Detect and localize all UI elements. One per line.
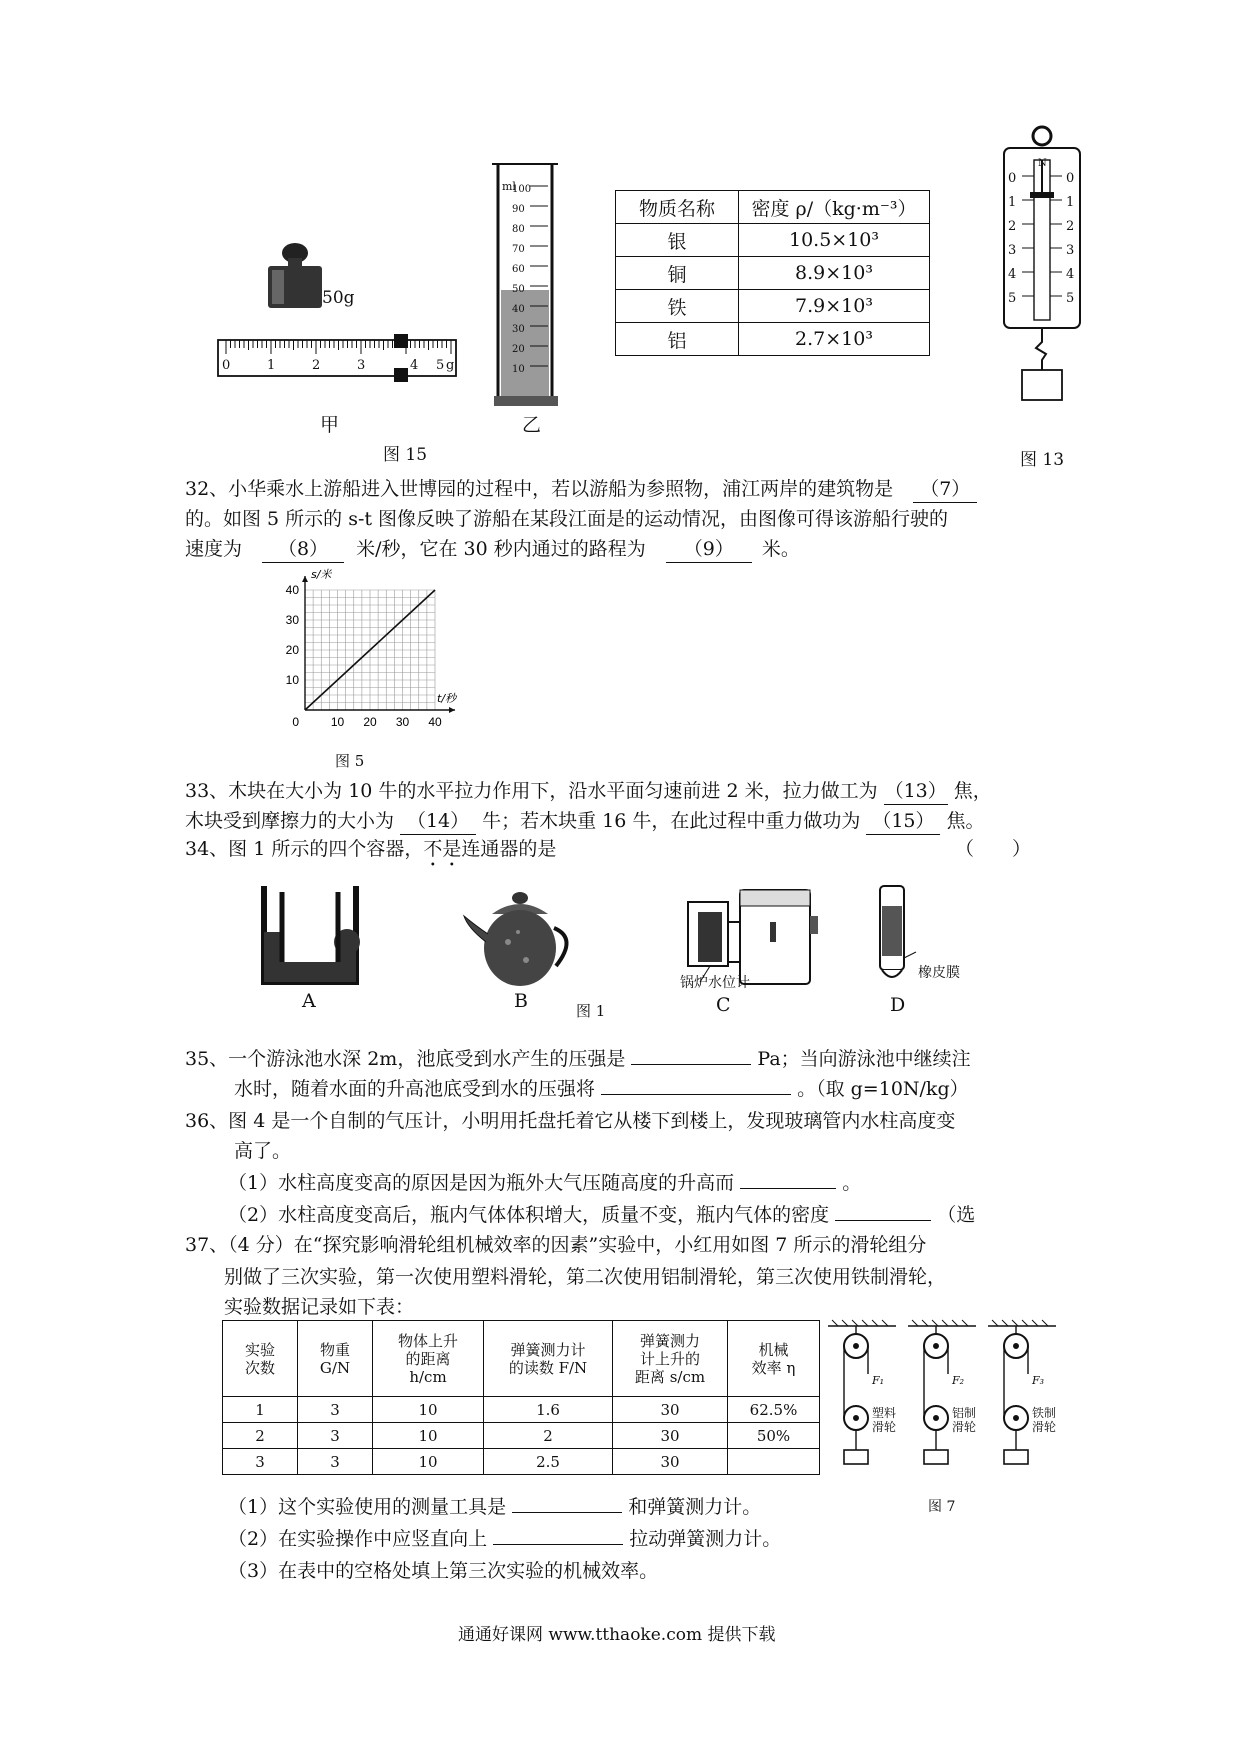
q32-text: 速度为	[185, 538, 243, 560]
membrane-note: 橡皮膜	[918, 965, 960, 981]
y-tick-label: 20	[285, 643, 299, 657]
ruler-tick-0: 0	[222, 358, 231, 373]
table-cell: 10	[373, 1423, 484, 1449]
q33-line2	[185, 808, 984, 835]
q37-text: （2）在实验操作中应竖直向上	[228, 1528, 488, 1550]
cylinder-tick: 20	[512, 344, 525, 355]
density-value: 8.9×10³	[739, 257, 930, 290]
spring-ticks-left	[1008, 167, 1016, 311]
y-axis-arrow	[302, 576, 308, 582]
fig1	[250, 882, 990, 1022]
table-row	[223, 1449, 820, 1475]
q33-text: 木块受到摩擦力的大小为	[185, 810, 395, 832]
x-tick-label: 40	[428, 715, 442, 729]
substance-name: 银	[616, 224, 739, 257]
table-cell: 2	[484, 1423, 613, 1449]
spring-ticks-right	[1066, 167, 1074, 311]
fig13-caption: 图 13	[1020, 450, 1065, 470]
header-cell: 弹簧测力计 的读数 F/N	[484, 1321, 613, 1397]
table-row	[616, 290, 930, 323]
table-cell: 3	[298, 1449, 373, 1475]
cylinder-tick: 100	[512, 184, 532, 195]
container-b-teapot-drawing	[460, 882, 580, 992]
q36-sub1	[228, 1170, 861, 1196]
spring-tick: 2	[1008, 219, 1017, 234]
spring-tick: 1	[1008, 195, 1017, 210]
weight-label: 50g	[322, 288, 355, 308]
substance-name: 铜	[616, 257, 739, 290]
q36-sub2	[228, 1202, 975, 1228]
cylinder-tick: 70	[512, 244, 525, 255]
q37-line1	[185, 1232, 926, 1258]
fig5-caption: 图 5	[335, 752, 365, 770]
q36-text: 高了。	[234, 1140, 292, 1162]
table-header-row	[223, 1321, 820, 1397]
q37-text: 别做了三次实验，第一次使用塑料滑轮，第二次使用铝制滑轮，第三次使用铁制滑轮，	[224, 1266, 947, 1288]
spring-tick: 3	[1008, 243, 1017, 258]
q33-text: 焦，	[953, 780, 992, 802]
table-cell: 3	[298, 1397, 373, 1423]
pressure-blank[interactable]	[631, 1064, 751, 1065]
ruler-tick-1: 1	[267, 358, 276, 373]
answer-paren[interactable]: （ ）	[955, 838, 1032, 860]
q36-text: （1）水柱高度变高的原因是因为瓶外大气压随高度的升高而	[228, 1172, 735, 1194]
cylinder-tick: 60	[512, 264, 525, 275]
table-cell: 50%	[728, 1423, 820, 1449]
q37-line2	[224, 1264, 946, 1290]
header-cell: 弹簧测力 计上升的 距离 s/cm	[613, 1321, 728, 1397]
measuring-cylinder	[492, 160, 562, 440]
table-cell: 30	[613, 1449, 728, 1475]
spring-tick: 0	[1008, 171, 1017, 186]
header-cell: 机械 效率 η	[728, 1321, 820, 1397]
label-jia: 甲	[320, 414, 340, 436]
table-cell: 3	[223, 1449, 298, 1475]
q35-text: 。（取 g=10N/kg）	[797, 1078, 969, 1100]
pulley-label-iron: 铁制 滑轮	[1032, 1406, 1057, 1434]
q32-line3	[185, 536, 800, 563]
x-tick-label: 20	[363, 715, 377, 729]
table-cell: 10	[373, 1397, 484, 1423]
cylinder-tick: 40	[512, 304, 525, 315]
ruler-tick-5: 5	[436, 358, 445, 373]
label-b: B	[514, 990, 528, 1012]
q37-text: 实验数据记录如下表：	[224, 1296, 415, 1318]
substance-name: 铝	[616, 323, 739, 356]
pressure-change-blank[interactable]	[601, 1094, 791, 1095]
q37-sub2	[228, 1526, 781, 1552]
spring-tick: 4	[1066, 267, 1075, 282]
q37-text: 拉动弹簧测力计。	[629, 1528, 782, 1550]
blank-8[interactable]: （8）	[262, 536, 344, 563]
st-chart-svg	[265, 566, 465, 766]
q34-emphasis: 不是	[423, 838, 462, 860]
cylinder-tick: 80	[512, 224, 525, 235]
fig7	[828, 1318, 1058, 1518]
boiler-note: 锅炉水位计	[680, 975, 750, 991]
q33-line1	[185, 778, 992, 805]
tool-blank[interactable]	[512, 1512, 622, 1513]
label-c: C	[716, 994, 731, 1016]
q33-text: 33、木块在大小为 10 牛的水平拉力作用下，沿水平面匀速前进 2 米，拉力做工为	[185, 780, 878, 802]
cylinder-tick: 50	[512, 284, 525, 295]
q37-text: （3）在表中的空格处填上第三次实验的机械效率。	[228, 1560, 659, 1582]
density-trend-blank[interactable]	[835, 1220, 931, 1221]
q33-text: 焦。	[946, 810, 985, 832]
table-cell: 2	[223, 1423, 298, 1449]
force-label-f2: F₂	[952, 1374, 965, 1387]
fig5-chart	[265, 566, 465, 770]
pulley-label-aluminum: 铝制 滑轮	[952, 1406, 977, 1434]
density-value: 10.5×10³	[739, 224, 930, 257]
spring-balance	[1000, 120, 1100, 470]
q37-text: （1）这个实验使用的测量工具是	[228, 1496, 507, 1518]
table-row	[223, 1423, 820, 1449]
x-tick-label: 30	[395, 715, 410, 729]
container-a-drawing	[250, 882, 370, 992]
cylinder-tick: 30	[512, 324, 525, 335]
fig15-balance	[210, 230, 460, 436]
fig1-caption: 图 1	[576, 1002, 606, 1020]
table-cell: 2.5	[484, 1449, 613, 1475]
efficiency-answer-cell[interactable]	[728, 1449, 820, 1475]
header-density: 密度 ρ/（kg·m⁻³）	[739, 191, 930, 224]
spring-tick: 0	[1066, 171, 1075, 186]
q37-line3	[224, 1294, 414, 1320]
density-table	[615, 190, 930, 356]
cylinder-unit: ml	[502, 180, 516, 193]
ruler-tick-2: 2	[312, 358, 321, 373]
experiment-table	[222, 1320, 820, 1475]
label-a: A	[302, 990, 316, 1012]
blank-13[interactable]: （13）	[884, 778, 948, 805]
q36-line1	[185, 1108, 955, 1134]
header-cell: 实验 次数	[223, 1321, 298, 1397]
header-substance: 物质名称	[616, 191, 739, 224]
y-tick-label: 30	[285, 613, 299, 627]
table-cell: 62.5%	[728, 1397, 820, 1423]
spring-tick: 5	[1008, 291, 1017, 306]
q37-sub1	[228, 1494, 761, 1520]
q32-text: 32、小华乘水上游船进入世博园的过程中，若以游船为参照物，浦江两岸的建筑物是	[185, 478, 894, 500]
cylinder-tick: 10	[512, 364, 525, 375]
density-value: 7.9×10³	[739, 290, 930, 323]
x-axis-arrow	[449, 707, 455, 713]
blank-15[interactable]: （15）	[866, 808, 940, 835]
q37-text: 37、（4 分）在“探究影响滑轮组机械效率的因素”实验中，小红用如图 7 所示的滑轮组分	[185, 1234, 927, 1256]
spring-tick: 3	[1066, 243, 1075, 258]
page-footer: 通通好课网 www.tthaoke.com 提供下载	[458, 1625, 776, 1645]
q35-text: Pa；当向游泳池中继续注	[757, 1048, 971, 1070]
pressure-trend-blank[interactable]	[740, 1188, 836, 1189]
cylinder-tick: 90	[512, 204, 525, 215]
q35-text: 水时，随着水面的升高池底受到水的压强将	[234, 1078, 596, 1100]
header-cell: 物重 G/N	[298, 1321, 373, 1397]
blank-9[interactable]: （9）	[666, 536, 752, 563]
q36-line2	[234, 1138, 291, 1164]
density-value: 2.7×10³	[739, 323, 930, 356]
y-tick-label: 40	[285, 583, 299, 597]
y-tick-label: 10	[285, 673, 299, 687]
q34-text: 连通器的是	[461, 838, 557, 860]
q32-line1	[185, 476, 977, 503]
q32-text: 米。	[761, 538, 800, 560]
q33-text: 牛；若木块重 16 牛，在此过程中重力做功为	[482, 810, 861, 832]
q36-text: 。	[842, 1172, 862, 1194]
table-row	[616, 224, 930, 257]
origin-label: 0	[292, 715, 299, 729]
ruler-tick-4: 4	[410, 358, 419, 373]
q32-text: 米/秒，它在 30 秒内通过的路程为	[356, 538, 646, 560]
force-label-f3: F₃	[1032, 1374, 1045, 1387]
q36-text: （2）水柱高度变高后，瓶内气体体积增大，质量不变，瓶内气体的密度	[228, 1204, 830, 1226]
table-cell: 30	[613, 1423, 728, 1449]
q32-line2	[185, 506, 948, 532]
table-row	[616, 257, 930, 290]
table-cell: 30	[613, 1397, 728, 1423]
table-row	[616, 323, 930, 356]
fig15-caption: 图 15	[383, 445, 428, 465]
table-header-row	[616, 191, 930, 224]
q35-line2	[234, 1076, 969, 1102]
x-tick-label: 10	[330, 715, 345, 729]
spring-unit: N	[1038, 158, 1047, 169]
table-cell: 1	[223, 1397, 298, 1423]
table-cell: 1.6	[484, 1397, 613, 1423]
q35-text: 35、一个游泳池水深 2m，池底受到水产生的压强是	[185, 1048, 626, 1070]
q34-line	[185, 836, 1045, 871]
table-row	[223, 1397, 820, 1423]
spring-tick: 4	[1008, 267, 1017, 282]
label-yi: 乙	[522, 414, 542, 436]
spring-tick: 5	[1066, 291, 1075, 306]
force-label-f1: F₁	[872, 1374, 885, 1387]
q34-text: 34、图 1 所示的四个容器，	[185, 838, 424, 860]
q35-line1	[185, 1046, 971, 1072]
y-axis-label: s/米	[311, 568, 332, 581]
pulley-set-drawing	[828, 1318, 1058, 1478]
blank-7[interactable]: （7）	[913, 476, 977, 503]
q32-text: 的。如图 5 所示的 s-t 图像反映了游船在某段江面是的运动情况，由图像可得该游船行驶的	[185, 508, 949, 530]
header-cell: 物体上升 的距离 h/cm	[373, 1321, 484, 1397]
blank-14[interactable]: （14）	[400, 808, 476, 835]
spring-tick: 1	[1066, 195, 1075, 210]
q36-text: （选	[937, 1204, 976, 1226]
substance-name: 铁	[616, 290, 739, 323]
table-cell: 3	[298, 1423, 373, 1449]
fig7-caption: 图 7	[928, 1499, 956, 1515]
x-axis-label: t/秒	[437, 692, 457, 705]
spring-tick: 2	[1066, 219, 1075, 234]
motion-blank[interactable]	[493, 1544, 623, 1545]
q37-sub3	[228, 1558, 658, 1584]
q37-text: 和弹簧测力计。	[628, 1496, 762, 1518]
label-d: D	[890, 994, 906, 1016]
cylinder-ticks	[512, 180, 531, 380]
pulley-label-plastic: 塑料 滑轮	[872, 1406, 897, 1434]
ruler-tick-labels	[210, 358, 460, 376]
ruler-unit: g	[446, 358, 455, 373]
q36-text: 36、图 4 是一个自制的气压计，小明用托盘托着它从楼下到楼上，发现玻璃管内水柱高度变	[185, 1110, 956, 1132]
table-cell: 10	[373, 1449, 484, 1475]
ruler-tick-3: 3	[357, 358, 366, 373]
